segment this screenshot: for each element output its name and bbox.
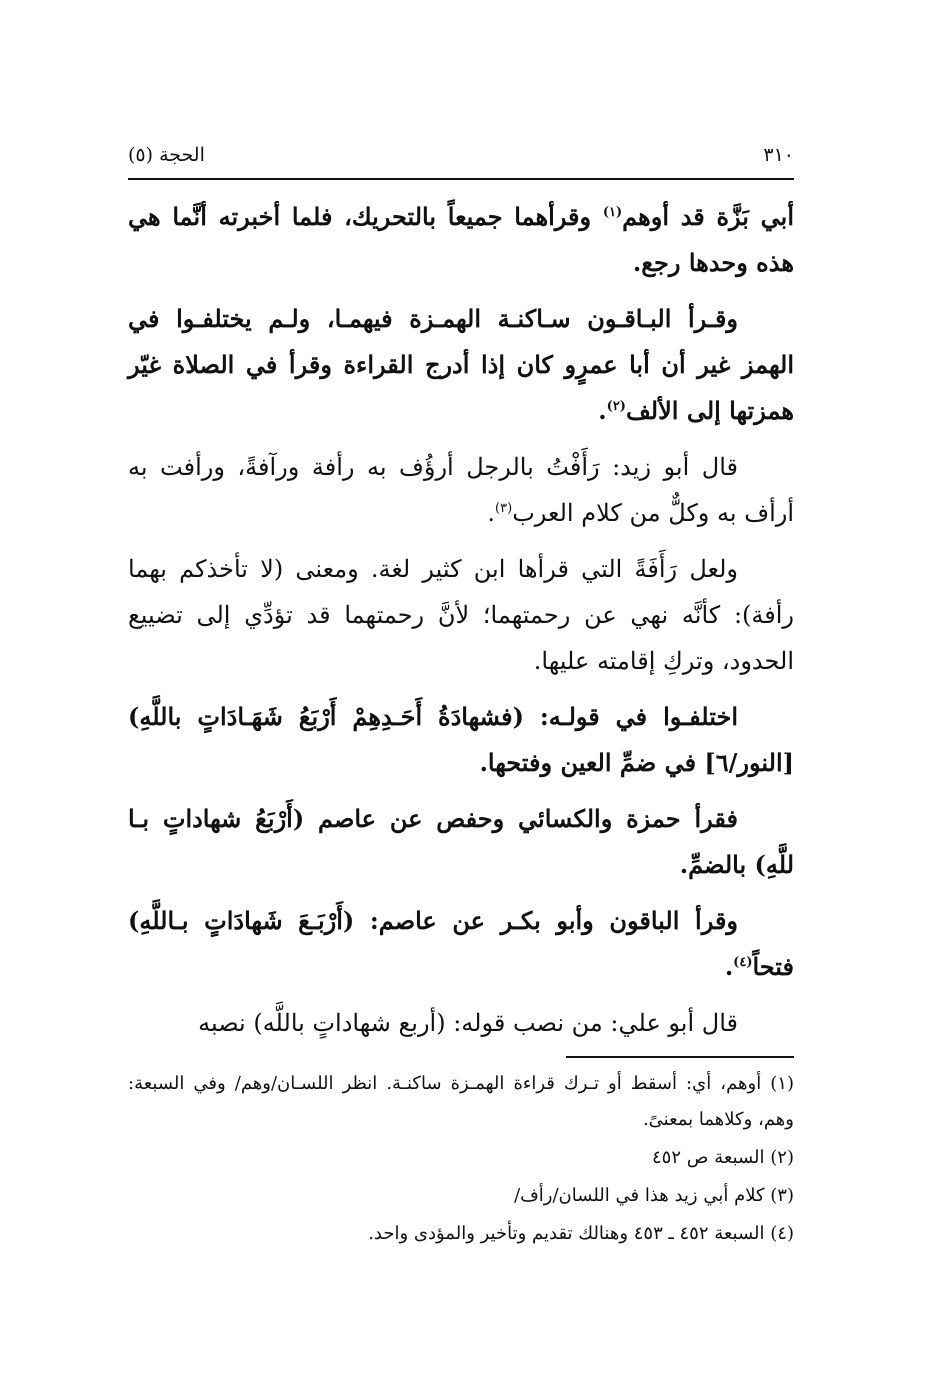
footnote-4: (٤) السبعة ٤٥٢ ـ ٤٥٣ وهنالك تقديم وتأخير والمؤدى واحد.: [368, 1223, 794, 1244]
page-number: ٣١٠: [763, 144, 794, 166]
paragraph-2: وقـرأ البـاقـون سـاكنـة الهمـزة فيهمـا، ولـم يختلفـوا في الهمز غير أن أبا عمرٍو كان إذا أدرج القراءة وقرأ في الصلاة غيّر همزتها إلى الألف$^{(٢)}$.: [128, 304, 794, 425]
paragraph-1: أبي بَزَّة قد أوهم$^{(١)}$ وقرأهما جميعاً بالتحريك، فلما أخبرته أنَّما هي هذه وحدها رجع.: [128, 202, 795, 277]
paragraph-6: فقرأ حمزة والكسائي وحفص عن عاصم (أَرْبَعُ شهاداتٍ بـا للَّهِ) بالضمِّ.: [128, 804, 794, 879]
footnote-divider: [566, 1056, 794, 1058]
book-title: الحجة (٥): [128, 144, 205, 166]
footnote-ref-3: (٣): [495, 501, 513, 516]
footnote-1: (١) أوهم، أي: أسقط أو تـرك قراءة الهمـزة ساكنـة. انظر اللسـان/وهم/ وفي السبعة: وهم، وكلاهما بمعنىً.: [128, 1073, 794, 1130]
footnote-ref-1: (١): [602, 205, 623, 220]
footnote-ref-4: (٤): [733, 955, 753, 970]
running-head: [128, 140, 794, 178]
paragraph-5: اختلفـوا في قولـه: (فشهادَةُ أَحَـدِهِمْ أَرْبَعُ شَهَـادَاتٍ باللَّهِ) [النور/٦] في ضمِّ العين وفتحها.: [128, 702, 794, 777]
body-text: [128, 194, 794, 1046]
footnote-2: (٢) السبعة ص ٤٥٢: [652, 1147, 794, 1168]
footnote-3: (٣) كلام أبي زيد هذا في اللسان/رأف/: [514, 1185, 794, 1206]
header-divider: [128, 178, 794, 180]
paragraph-4: ولعل رَأَفَةً التي قرأها ابن كثير لغة. ومعنى (لا تأخذكم بهما رأفة): كأنَّه نهي عن رحمتهما؛ لأنَّ رحمتهما قد تؤدِّي إلى تضييع الحدود، وتركِ إقامته عليها.: [128, 555, 794, 675]
paragraph-7: وقرأ الباقون وأبو بكـر عن عاصم: (أَرْبَـعَ شَهادَاتٍ بـاللَّهِ) فتحاً$^{(٤)}$.: [128, 906, 794, 981]
paragraph-3: قال أبو زيد: رَأَفْتُ بالرجل أرؤُف به رأفة ورآفةً، ورأفت به أرأف به وكلٌّ من كلام العرب$^{(٣)}$.: [128, 453, 794, 527]
book-page: [128, 140, 794, 1320]
paragraph-8: قال أبو علي: من نصب قوله: (أربع شهاداتٍ باللَّه) نصبه: [198, 1009, 738, 1037]
footnote-ref-2: (٢): [606, 399, 626, 414]
footnotes: [128, 1066, 794, 1252]
